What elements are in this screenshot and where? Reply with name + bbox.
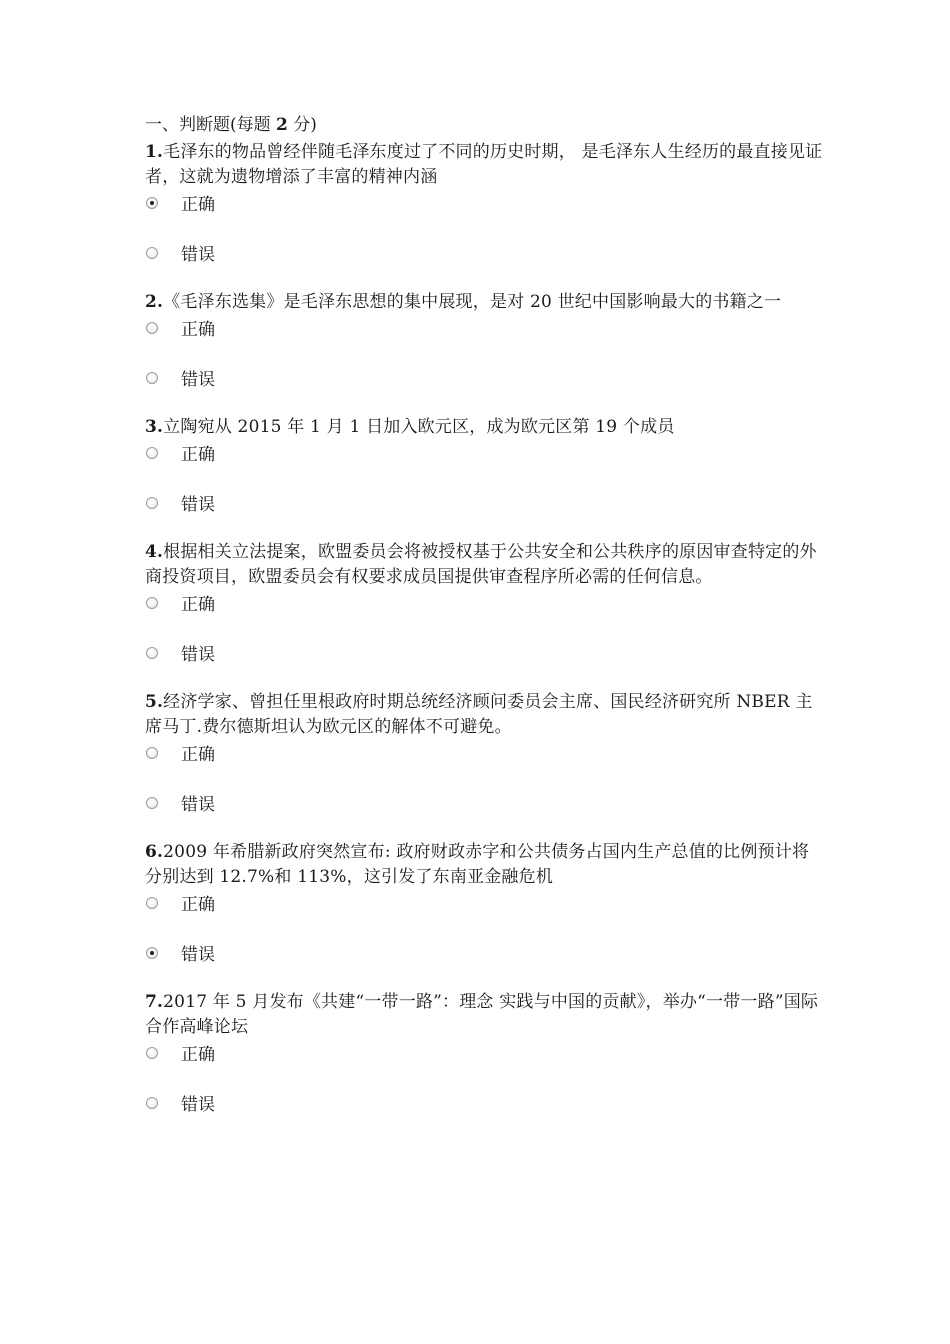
option-false[interactable] (145, 790, 825, 840)
question-body: 经济学家、曾担任里根政府时期总统经济顾问委员会主席、国民经济研究所 NBER 主席马丁.费尔德斯坦认为欧元区的解体不可避免。 (145, 692, 813, 737)
radio-button[interactable] (146, 947, 158, 959)
option-label: 错误 (181, 245, 215, 265)
question-body: 2017 年 5 月发布《共建“一带一路”：理念 实践与中国的贡献》，举办“一带一路”国际合作高峰论坛 (145, 992, 819, 1037)
option-true[interactable] (145, 1040, 825, 1090)
question-5 (145, 690, 825, 840)
option-false[interactable] (145, 240, 825, 290)
question-number: 3. (145, 417, 164, 437)
radio-button[interactable] (146, 447, 158, 459)
question-number: 7. (145, 992, 164, 1012)
question-6 (145, 840, 825, 990)
question-text (145, 140, 825, 190)
radio-button[interactable] (146, 747, 158, 759)
option-false[interactable] (145, 365, 825, 415)
quiz-page (145, 112, 825, 1140)
question-body: 毛泽东的物品曾经伴随毛泽东度过了不同的历史时期， 是毛泽东人生经历的最直接见证者，这就为遗物增添了丰富的精神内涵 (145, 142, 823, 187)
question-list (145, 140, 825, 1140)
radio-button[interactable] (146, 597, 158, 609)
question-2 (145, 290, 825, 415)
option-label: 错误 (181, 1095, 215, 1115)
question-body: 2009 年希腊新政府突然宣布: 政府财政赤字和公共债务占国内生产总值的比例预计将分别达到 12.7%和 113%，这引发了东南亚金融危机 (145, 842, 810, 887)
radio-button[interactable] (146, 247, 158, 259)
radio-button[interactable] (146, 897, 158, 909)
question-1 (145, 140, 825, 290)
radio-button[interactable] (146, 647, 158, 659)
option-true[interactable] (145, 190, 825, 240)
option-true[interactable] (145, 440, 825, 490)
question-body: 《毛泽东选集》是毛泽东思想的集中展现，是对 20 世纪中国影响最大的书籍之一 (163, 292, 782, 312)
question-text (145, 415, 825, 440)
radio-button[interactable] (146, 497, 158, 509)
radio-button[interactable] (146, 1097, 158, 1109)
radio-button[interactable] (146, 797, 158, 809)
radio-button[interactable] (146, 322, 158, 334)
question-body: 根据相关立法提案，欧盟委员会将被授权基于公共安全和公共秩序的原因审查特定的外商投资项目，欧盟委员会有权要求成员国提供审查程序所必需的任何信息。 (145, 542, 817, 587)
option-label: 错误 (181, 495, 215, 515)
option-label: 错误 (181, 645, 215, 665)
question-text (145, 990, 825, 1040)
option-label: 正确 (181, 445, 215, 465)
question-7 (145, 990, 825, 1140)
question-number: 6. (145, 842, 164, 862)
option-false[interactable] (145, 1090, 825, 1140)
option-label: 正确 (181, 595, 215, 615)
option-true[interactable] (145, 590, 825, 640)
radio-button[interactable] (146, 372, 158, 384)
option-label: 错误 (181, 795, 215, 815)
question-number: 1. (145, 142, 164, 162)
option-label: 正确 (181, 320, 215, 340)
question-text (145, 290, 825, 315)
section-title: 一、判断题(每题 2 分) (145, 115, 317, 135)
option-false[interactable] (145, 640, 825, 690)
question-text (145, 690, 825, 740)
question-3 (145, 415, 825, 540)
option-true[interactable] (145, 315, 825, 365)
option-true[interactable] (145, 890, 825, 940)
option-true[interactable] (145, 740, 825, 790)
question-text (145, 540, 825, 590)
question-4 (145, 540, 825, 690)
option-label: 错误 (181, 945, 215, 965)
question-number: 5. (145, 692, 164, 712)
option-false[interactable] (145, 490, 825, 540)
option-false[interactable] (145, 940, 825, 990)
question-number: 2. (145, 292, 164, 312)
option-label: 正确 (181, 745, 215, 765)
option-label: 错误 (181, 370, 215, 390)
option-label: 正确 (181, 895, 215, 915)
option-label: 正确 (181, 1045, 215, 1065)
option-label: 正确 (181, 195, 215, 215)
radio-button[interactable] (146, 1047, 158, 1059)
question-text (145, 840, 825, 890)
question-number: 4. (145, 542, 164, 562)
question-body: 立陶宛从 2015 年 1 月 1 日加入欧元区，成为欧元区第 19 个成员 (163, 417, 675, 437)
radio-button[interactable] (146, 197, 158, 209)
